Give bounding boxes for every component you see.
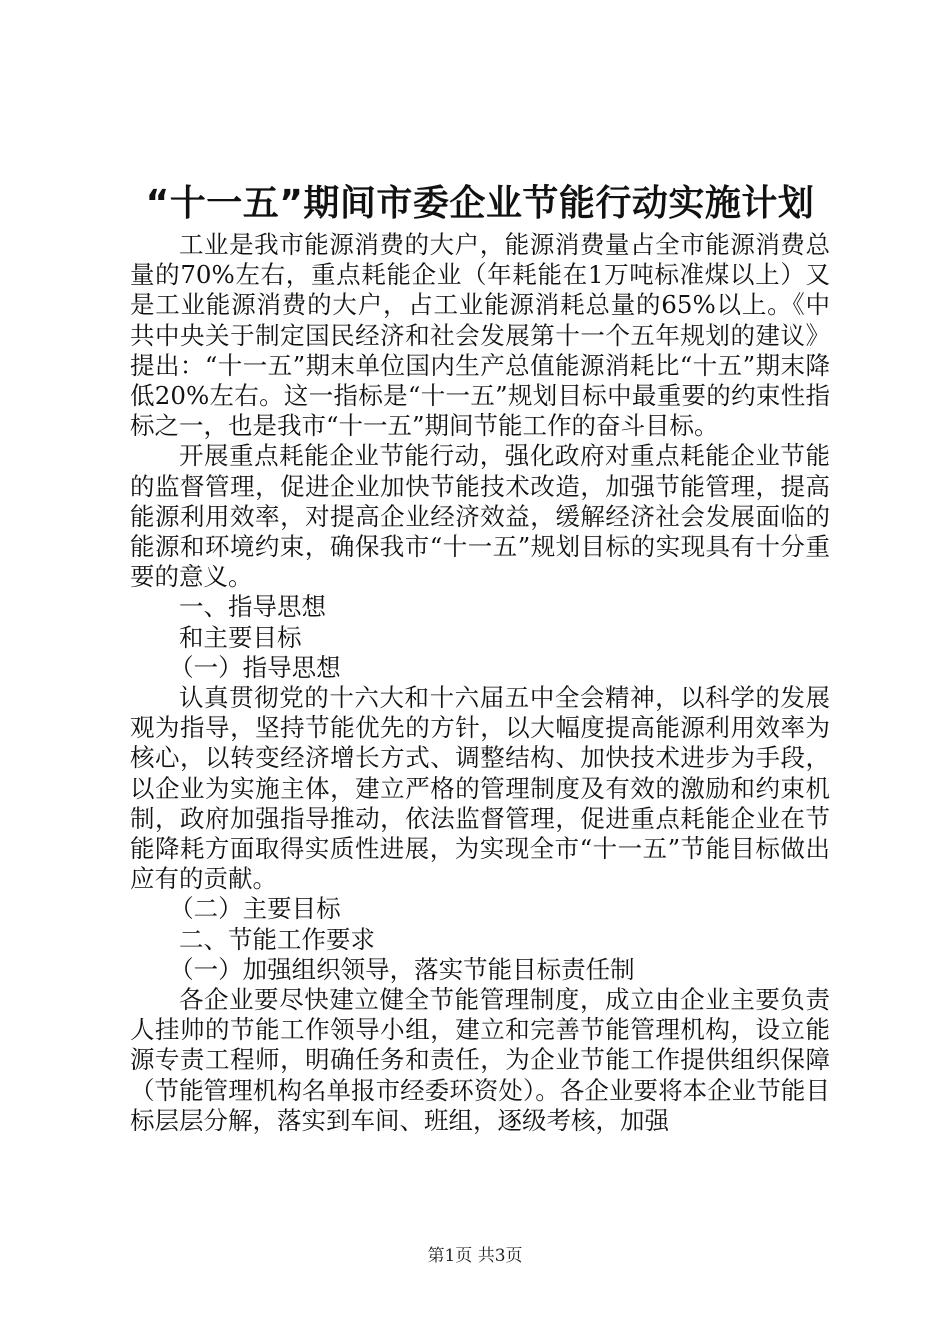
subheading-organization: （一）加强组织领导，落实节能目标责任制 (169, 954, 635, 984)
paragraph-guiding-thought: 认真贯彻党的十六大和十六届五中全会精神，以科学的发展观为指导，坚持节能优先的方针，以大幅度提高能源利用效率为核心，以转变经济增长方式、调整结构、加快技术进步为手段，以企业为实施主体，建立严格的管理制度及有效的激励和约束机制，政府加强指导推动，依法监督管理，促进重点耗能企业在节能降耗方面取得实质性进展，为实现全市“十一五”节能目标做出应有的贡献。 (130, 683, 830, 894)
paragraph-intro: 工业是我市能源消费的大户，能源消费量占全市能源消费总量的70%左右，重点耗能企业（年耗能在1万吨标准煤以上）又是工业能源消费的大户，占工业能源消耗总量的65%以上。《中共中央关于制定国民经济和社会发展第十一个五年规划的建议》提出：“十一五”期末单位国内生产总值能源消耗比“十五”期末降低20%左右。这一指标是“十一五”规划目标中最重要的约束性指标之一，也是我市“十一五”期间节能工作的奋斗目标。 (130, 230, 830, 441)
paragraph-organization: 各企业要尽快建立健全节能管理制度，成立由企业主要负责人挂帅的节能工作领导小组，建立和完善节能管理机构，设立能源专责工程师，明确任务和责任，为企业节能工作提供组织保障（节能管理机构名单报市经委环资处）。各企业要将本企业节能目标层层分解，落实到车间、班组，逐级考核，加强 (130, 985, 830, 1135)
document-body (130, 230, 830, 1136)
section-heading-2: 二、节能工作要求 (179, 924, 375, 954)
document-title: “十一五”期间市委企业节能行动实施计划 (145, 183, 815, 224)
subheading-main-goals: （二）主要目标 (169, 894, 341, 924)
subheading-guiding-thought: （一）指导思想 (169, 652, 341, 682)
section-heading-1-continued: 和主要目标 (179, 622, 302, 652)
page-footer: 第1页 共3页 (427, 1246, 523, 1266)
paragraph-significance: 开展重点耗能企业节能行动，强化政府对重点耗能企业节能的监督管理，促进企业加快节能技术改造，加强节能管理，提高能源利用效率，对提高企业经济效益，缓解经济社会发展面临的能源和环境约束，确保我市“十一五”规划目标的实现具有十分重要的意义。 (130, 441, 830, 592)
section-heading-1: 一、指导思想 (179, 592, 326, 622)
